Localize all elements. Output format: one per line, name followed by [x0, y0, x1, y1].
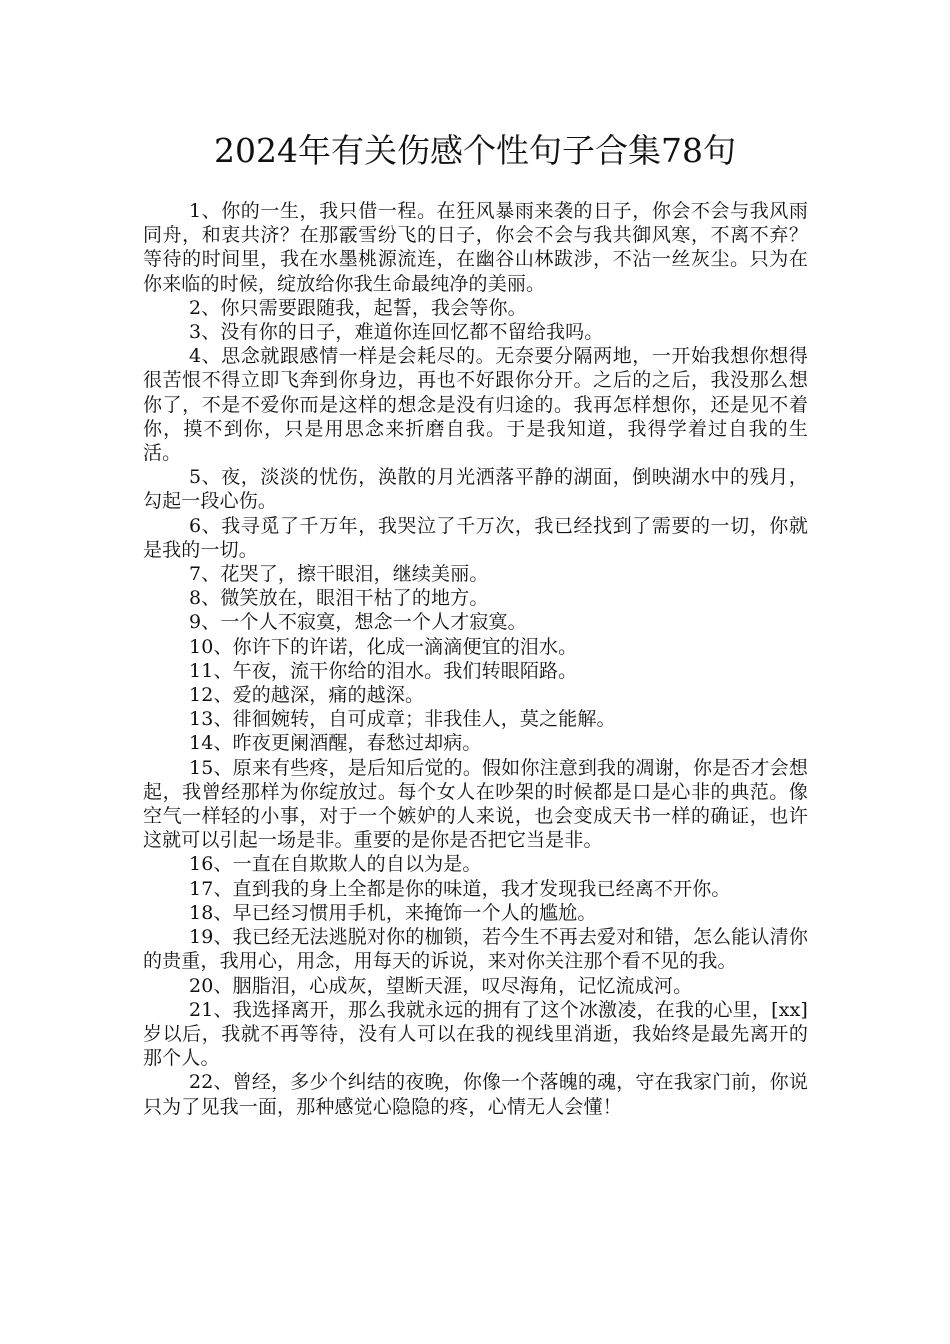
- paragraph-20: 20、胭脂泪，心成灰，望断天涯，叹尽海角，记忆流成河。: [189, 974, 693, 997]
- paragraph-1: 1、你的一生，我只借一程。在狂风暴雨来袭的日子，你会不会与我风雨同舟，和衷共济？在那霰雪纷飞的日子，你会不会与我共御风寒，不离不弃？等待的时间里，我在水墨桃源流连，在幽谷山林跋涉，不沾一丝灰尘。只为在你来临的时候，绽放给你我生命最纯净的美丽。: [143, 200, 808, 295]
- paragraph-16: 16、一直在自欺欺人的自以为是。: [189, 853, 482, 876]
- paragraph-19: 19、我已经无法逃脱对你的枷锁，若今生不再去爱对和错，怎么能认清你的贵重，我用心，用念，用每天的诉说，来对你关注那个看不见的我。: [143, 926, 808, 973]
- paragraph-11: 11、午夜，流干你给的泪水。我们转眼陌路。: [189, 659, 578, 682]
- paragraph-22: 22、曾经，多少个纠结的夜晚，你像一个落魄的魂，守在我家门前，你说只为了见我一面，那种感觉心隐隐的疼，心情无人会懂！: [143, 1071, 808, 1118]
- paragraph-7: 7、花哭了，擦干眼泪，继续美丽。: [189, 563, 489, 586]
- paragraph-3: 3、没有你的日子，难道你连回忆都不留给我吗。: [189, 321, 604, 344]
- paragraph-9: 9、一个人不寂寞，想念一个人才寂寞。: [189, 611, 527, 634]
- paragraph-18: 18、早已经习惯用手机，来掩饰一个人的尴尬。: [189, 901, 597, 924]
- paragraph-12: 12、爱的越深，痛的越深。: [189, 684, 425, 707]
- paragraph-17: 17、直到我的身上全都是你的味道，我才发现我已经离不开你。: [189, 877, 731, 900]
- paragraph-13: 13、徘徊婉转，自可成章；非我佳人，莫之能解。: [189, 708, 616, 731]
- paragraph-8: 8、微笑放在，眼泪干枯了的地方。: [189, 587, 489, 610]
- paragraph-6: 6、我寻觅了千万年，我哭泣了千万次，我已经找到了需要的一切，你就是我的一切。: [143, 514, 808, 561]
- paragraph-15: 15、原来有些疼，是后知后觉的。假如你注意到我的凋谢，你是否才会想起，我曾经那样为你绽放过。每个女人在吵架的时候都是口是心非的典范。像空气一样轻的小事，对于一个嫉妒的人来说，也会变成天书一样的确证，也许这就可以引起一场是非。重要的是你是否把它当是非。: [143, 756, 808, 852]
- document-body: [143, 199, 808, 1119]
- paragraph-2: 2、你只需要跟随我，起誓，我会等你。: [189, 296, 527, 319]
- paragraph-21: 21、我选择离开，那么我就永远的拥有了这个冰激凌，在我的心里，[xx]岁以后，我就不再等待，没有人可以在我的视线里消逝，我始终是最先离开的那个人。: [143, 998, 808, 1070]
- paragraph-4: 4、思念就跟感情一样是会耗尽的。无奈要分隔两地，一开始我想你想得很苦恨不得立即飞奔到你身边，再也不好跟你分开。之后的之后，我没那么想你了，不是不爱你而是这样的想念是没有归途的。我再怎样想你，还是见不着你，摸不到你，只是用思念来折磨自我。于是我知道，我得学着过自我的生活。: [143, 345, 808, 465]
- paragraph-14: 14、昨夜更阑酒醒，春愁过却病。: [189, 732, 482, 755]
- paragraph-10: 10、你许下的许诺，化成一滴滴便宜的泪水。: [189, 635, 578, 658]
- document-title: 2024年有关伤感个性句子合集78句: [214, 131, 736, 170]
- paragraph-5: 5、夜，淡淡的忧伤，涣散的月光洒落平静的湖面，倒映湖水中的残月，勾起一段心伤。: [143, 466, 808, 513]
